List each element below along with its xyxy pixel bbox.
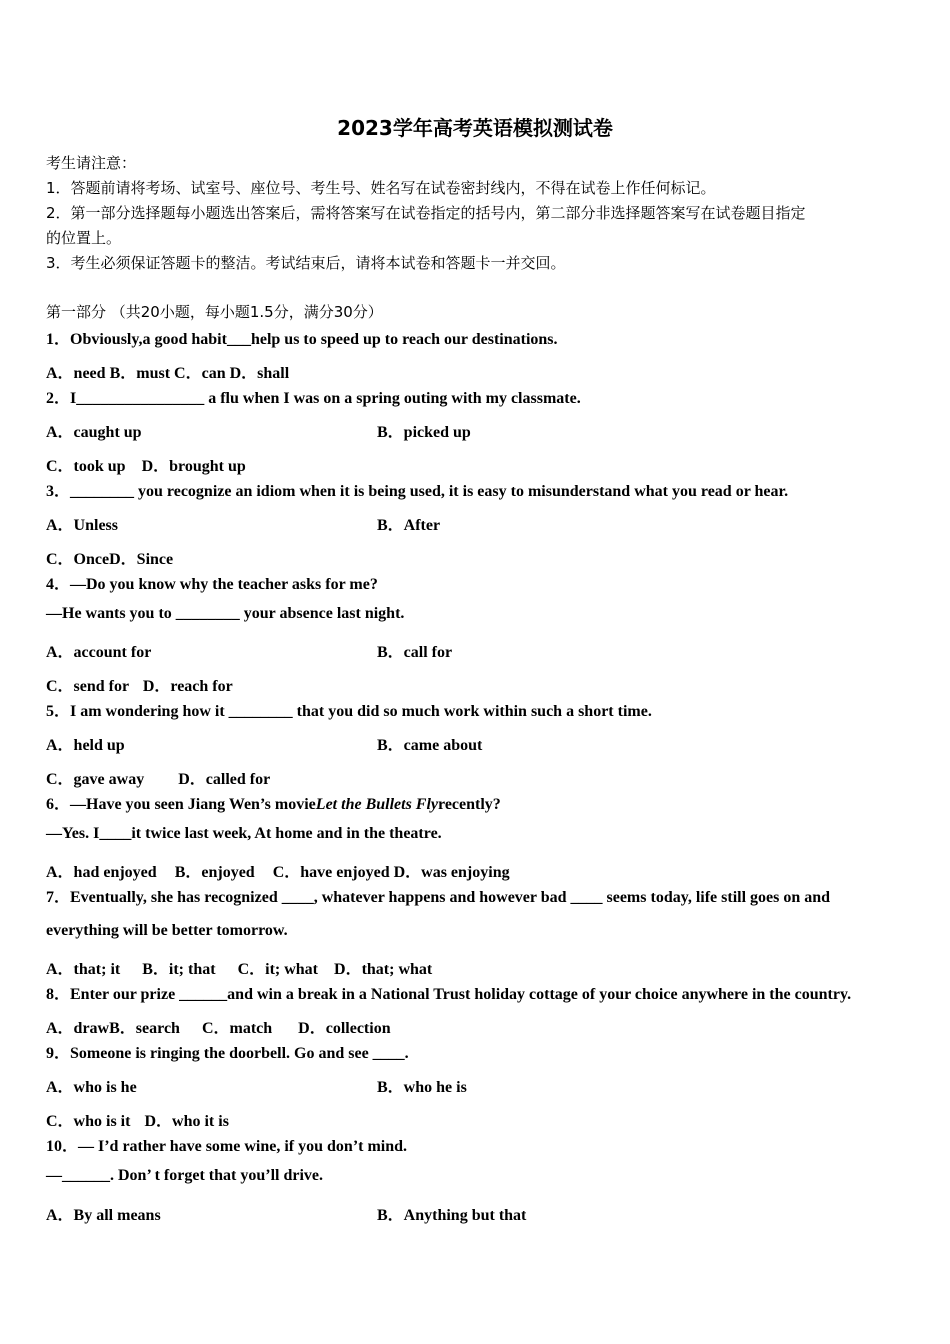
question-9-options-cd: [46, 1108, 229, 1131]
question-4-stem: 4．—Do you know why the teacher asks for me?: [46, 576, 378, 593]
q3-option-b: B．After: [377, 517, 441, 534]
q5-option-d: D．called for: [178, 771, 271, 788]
q9-option-c: C．who is it: [46, 1113, 131, 1130]
q6-option-b: B．enjoyed: [174, 864, 255, 881]
q8-option-a: A．draw: [46, 1020, 110, 1037]
question-7-options: [46, 956, 432, 979]
question-2-stem: 2．I________________ a flu when I was on a spring outing with my classmate.: [46, 390, 581, 407]
q9-option-b: B．who he is: [377, 1079, 467, 1096]
question-10-stem: 10．— I’d rather have some wine, if you don’t mind.: [46, 1138, 408, 1155]
q4-option-b: B．call for: [377, 644, 453, 661]
q2-option-c: C．took up: [46, 458, 126, 475]
question-8-stem: 8．Enter our prize ______and win a break in a National Trust holiday cottage of your choice anywhere in the country.: [46, 986, 852, 1003]
question-3-stem: 3．________ you recognize an idiom when it is being used, it is easy to misunderstand what you read or hear.: [46, 483, 789, 500]
q10-option-a: A．By all means: [46, 1207, 161, 1224]
section-heading: 第一部分 （共20小题，每小题1.5分，满分30分）: [46, 303, 383, 321]
notice-item-3: 3．考生必须保证答题卡的整洁。考试结束后，请将本试卷和答题卡一并交回。: [46, 254, 566, 272]
q1-option-d: D．shall: [229, 365, 290, 382]
q6-stem-start: 6．—Have you seen Jiang Wen’s movie: [46, 796, 316, 813]
q1-option-b: B．must: [109, 365, 171, 382]
q6-option-a: A．had enjoyed: [46, 864, 157, 881]
question-4-options-cd: [46, 673, 233, 696]
question-10-stem-2: —______. Don’ t forget that you’ll drive.: [46, 1167, 323, 1184]
q8-option-d: D．collection: [298, 1020, 391, 1037]
question-9-stem: 9．Someone is ringing the doorbell. Go and see ____.: [46, 1045, 409, 1062]
question-7-stem: 7．Eventually, she has recognized ____, whatever happens and however bad ____ seems today, life still goes on and: [46, 889, 831, 906]
notice-item-2: 2．第一部分选择题每小题选出答案后，需将答案写在试卷指定的括号内，第二部分非选择题答案写在试卷题目指定: [46, 204, 806, 222]
q5-option-b: B．came about: [377, 737, 483, 754]
notice-item-2-cont: 的位置上。: [46, 229, 122, 247]
exam-title: 2023学年高考英语模拟测试卷: [337, 116, 613, 140]
q7-option-c: C．it; what: [237, 961, 319, 978]
question-5-stem: 5．I am wondering how it ________ that you did so much work within such a short time.: [46, 703, 652, 720]
question-4-stem-2: —He wants you to ________ your absence last night.: [46, 605, 405, 622]
q7-option-a: A．that; it: [46, 961, 121, 978]
q9-option-a: A．who is he: [46, 1079, 137, 1096]
q2-option-d: D．brought up: [141, 458, 246, 475]
q4-option-a: A．account for: [46, 644, 152, 661]
q8-option-c: C．match: [201, 1020, 273, 1037]
notice-heading: 考生请注意：: [46, 154, 137, 172]
question-2-options-cd: [46, 453, 246, 476]
q7-option-d: D．that; what: [334, 961, 433, 978]
q6-stem-end: recently?: [438, 796, 501, 813]
question-8-options: [46, 1015, 391, 1038]
q2-option-a: A．caught up: [46, 424, 142, 441]
q3-option-c: C．Once: [46, 551, 110, 568]
q2-option-b: B．picked up: [377, 424, 471, 441]
question-6-stem-2: —Yes. I____it twice last week, At home and in the theatre.: [46, 825, 442, 842]
q6-option-c: C．have enjoyed: [272, 864, 390, 881]
q5-option-a: A．held up: [46, 737, 125, 754]
q3-option-a: A．Unless: [46, 517, 119, 534]
q4-option-c: C．send for: [46, 678, 129, 695]
question-6-stem: [46, 791, 501, 814]
q6-movie-title: Let the Bullets Fly: [315, 796, 439, 813]
question-1-options: [46, 360, 289, 383]
question-6-options: [46, 859, 510, 882]
q5-option-c: C．gave away: [46, 771, 145, 788]
q1-option-a: A．need: [46, 365, 106, 382]
q3-option-d: D．Since: [109, 551, 174, 568]
notice-item-1: 1．答题前请将考场、试室号、座位号、考生号、姓名写在试卷密封线内，不得在试卷上作任何标记。: [46, 179, 716, 197]
q9-option-d: D．who it is: [144, 1113, 229, 1130]
question-5-options-cd: [46, 766, 270, 789]
q1-option-c: C．can: [174, 365, 226, 382]
question-3-options-cd: [46, 546, 173, 569]
q6-option-d: D．was enjoying: [393, 864, 510, 881]
question-7-stem-2: everything will be better tomorrow.: [46, 922, 288, 939]
q7-option-b: B．it; that: [142, 961, 216, 978]
q10-option-b: B．Anything but that: [377, 1207, 527, 1224]
question-1-stem: 1．Obviously,a good habit___help us to speed up to reach our destinations.: [46, 331, 558, 348]
q4-option-d: D．reach for: [142, 678, 233, 695]
q8-option-b: B．search: [109, 1020, 180, 1037]
